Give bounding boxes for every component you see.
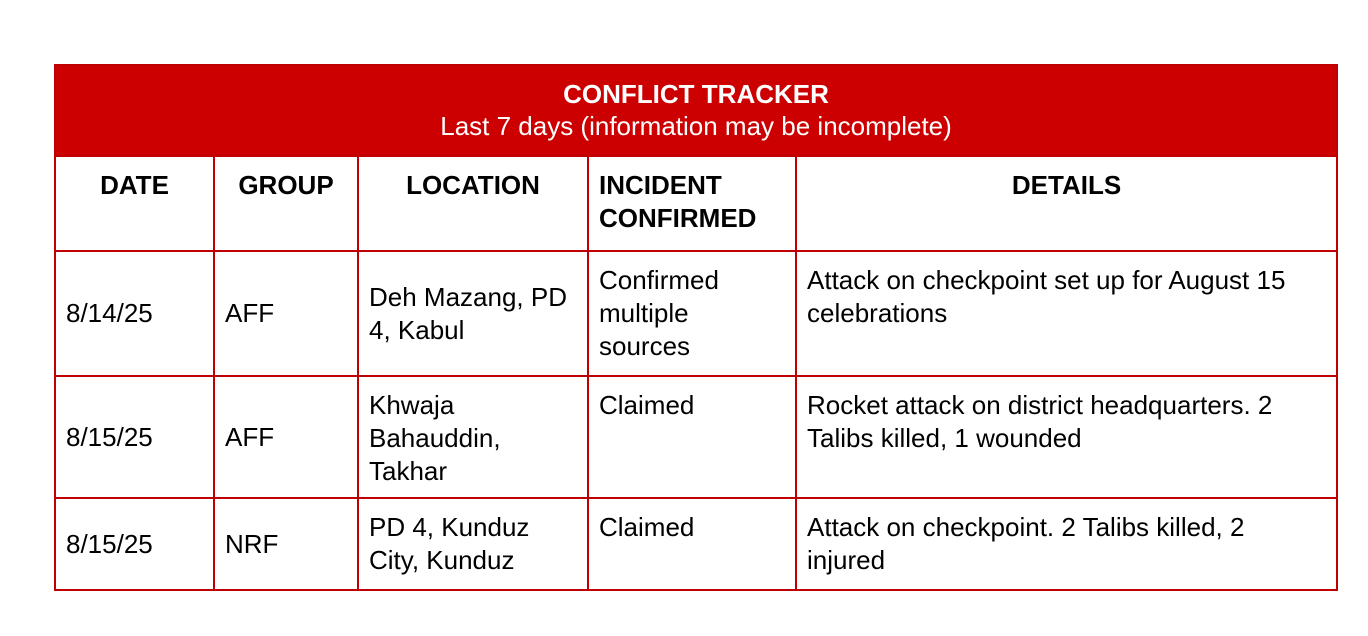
table-banner (55, 65, 1337, 156)
cell-date: 8/15/25 (55, 498, 214, 590)
header-row (55, 156, 1337, 251)
column-header-group: GROUP (214, 156, 358, 251)
column-header-details: DETAILS (796, 156, 1337, 251)
cell-details: Rocket attack on district headquarters. 2 Talibs killed, 1 wounded (796, 376, 1337, 498)
cell-details: Attack on checkpoint. 2 Talibs killed, 2 injured (796, 498, 1337, 590)
cell-details: Attack on checkpoint set up for August 15 celebrations (796, 251, 1337, 376)
table-row (55, 251, 1337, 376)
column-header-incident-confirmed: INCIDENT CONFIRMED (588, 156, 796, 251)
cell-location: Khwaja Bahauddin, Takhar (358, 376, 588, 498)
column-header-location: LOCATION (358, 156, 588, 251)
table-row (55, 498, 1337, 590)
cell-group: AFF (214, 376, 358, 498)
cell-location: Deh Mazang, PD 4, Kabul (358, 251, 588, 376)
table-row (55, 376, 1337, 498)
cell-date: 8/15/25 (55, 376, 214, 498)
cell-date: 8/14/25 (55, 251, 214, 376)
cell-incident-confirmed: Confirmed multiple sources (588, 251, 796, 376)
cell-group: AFF (214, 251, 358, 376)
cell-incident-confirmed: Claimed (588, 498, 796, 590)
table-subtitle: Last 7 days (information may be incomplete) (440, 111, 952, 141)
conflict-tracker-table (54, 64, 1338, 591)
cell-group: NRF (214, 498, 358, 590)
column-header-date: DATE (55, 156, 214, 251)
cell-location: PD 4, Kunduz City, Kunduz (358, 498, 588, 590)
table-title: CONFLICT TRACKER (563, 79, 829, 109)
cell-incident-confirmed: Claimed (588, 376, 796, 498)
